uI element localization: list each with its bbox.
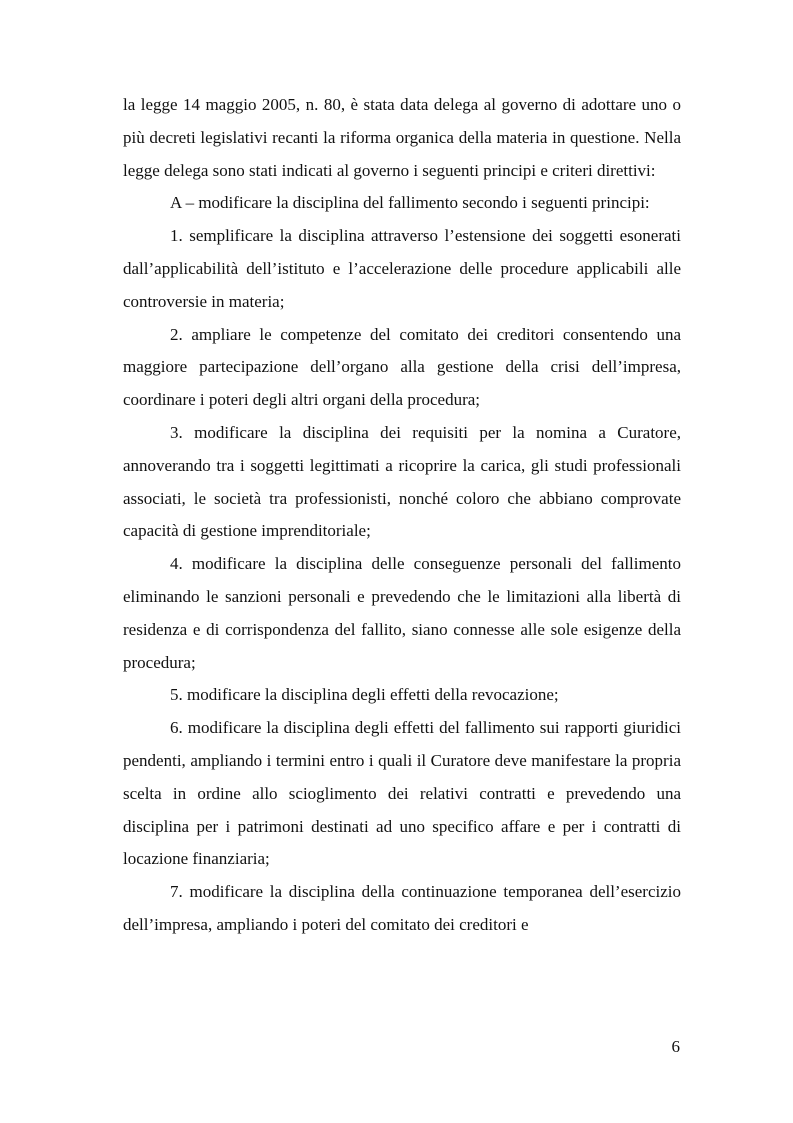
body-text: [123, 89, 681, 942]
paragraph-intro: la legge 14 maggio 2005, n. 80, è stata data delega al governo di adottare uno o più decreti legislativi recanti la riforma organica della materia in questione. Nella legge delega sono stati indicati al governo i seguenti principi e criteri direttivi:: [123, 95, 681, 180]
paragraph-item-5: 5. modificare la disciplina degli effetti della revocazione;: [170, 685, 559, 705]
paragraph-item-7: 7. modificare la disciplina della continuazione temporanea dell’esercizio dell’impresa, ampliando i poteri del comitato dei creditori e: [123, 882, 681, 934]
paragraph-item-2: 2. ampliare le competenze del comitato dei creditori consentendo una maggiore partecipazione dell’organo alla gestione della crisi dell’impresa, coordinare i poteri degli altri organi della procedura;: [123, 324, 681, 410]
paragraph-item-4: 4. modificare la disciplina delle conseguenze personali del fallimento eliminando le sanzioni personali e prevedendo che le limitazioni alla libertà di residenza e di corrispondenza del fallito, siano connesse alle sole esigenze della procedura;: [123, 554, 681, 672]
paragraph-item-1: 1. semplificare la disciplina attraverso l’estensione dei soggetti esonerati dall’applicabilità dell’istituto e l’accelerazione delle procedure applicabili alle controversie in materia;: [123, 226, 681, 311]
paragraph-item-3: 3. modificare la disciplina dei requisiti per la nomina a Curatore, annoverando tra i soggetti legittimati a ricoprire la carica, gli studi professionali associati, le società tra professionisti, nonché coloro che abbiano comprovate capacità di gestione imprenditoriale;: [123, 422, 681, 541]
paragraph-item-6: 6. modificare la disciplina degli effetti del fallimento sui rapporti giuridici pendenti, ampliando i termini entro i quali il Curatore deve manifestare la propria scelta in ordine allo scioglimento dei relativi contratti e prevedendo una disciplina per i patrimoni destinati ad uno specifico affare e per i contratti di locazione finanziaria;: [123, 718, 681, 869]
paragraph-section-a: A – modificare la disciplina del fallimento secondo i seguenti principi:: [170, 193, 650, 213]
page-number: 6: [671, 1037, 680, 1056]
